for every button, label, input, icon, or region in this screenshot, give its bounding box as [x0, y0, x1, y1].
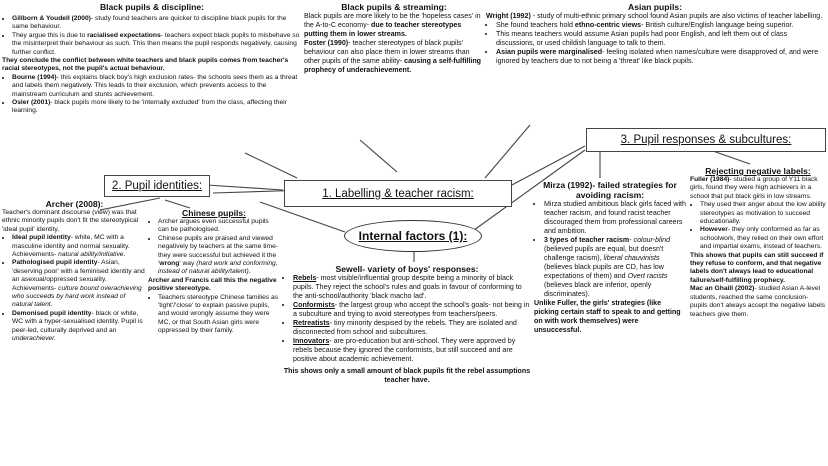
sewell-item: • Conformists- the largest group who accept the school's goals- not being in a subculture and trying to avoid stereotypes from teachers/peers. [293, 301, 531, 319]
chinese-item: • Archer argues even successful pupils can be pathologised. [158, 218, 280, 235]
pupil-identities-box [104, 175, 210, 197]
mirza-item: • Mirza studied ambitious black girls faced with teacher racism, and found racist teacher discouraged them from professional careers and ambition. [544, 200, 686, 236]
discipline-item: • Bourne (1994)- this explains black boy's high exclusion rates- the schools sees them as a threat and labels them negatively. This leads to their exclusion, which prevents access to the mainstream curriculum and stunts achievement. [12, 74, 302, 99]
rejecting-item: • However- they only conformed as far as schoolwork, they relied on their own effort and impartial exams, instead of teachers. [700, 226, 826, 251]
sewell-item: • Retreatists- tiny minority despised by the rebels. They are isolated and disconnected from school and subcultures. [293, 319, 531, 337]
rejecting-item: • They used their anger about the low ability stereotypes as motivation to succeed educationally. [700, 201, 826, 226]
foster-text: Foster (1990)- teacher stereotypes of black pupils' behaviour can also place them in lower streams than other pupils of the same ability- causing a self-fulfilling prophecy of underachievement. [304, 39, 482, 74]
archer-title: Archer (2008): [45, 199, 104, 209]
asian-section [486, 2, 824, 66]
chinese-section [148, 208, 280, 336]
internal-factors-oval [344, 220, 482, 252]
asian-title: Asian pupils: [628, 2, 682, 12]
rejecting-section [690, 166, 826, 319]
chinese-item: • Teachers stereotype Chinese families as 'tight'/'close' to explain passive pupils, and would wrongly assume they were MC, or that South Asian girls were oppressed by their family. [158, 294, 280, 336]
archer-section [2, 199, 147, 344]
sewell-item: • Innovators- are pro-education but anti-school. They were approved by rebels because they ignored the conformists, but still succeed and are positive about academic achievement. [293, 337, 531, 364]
wright-text: Wright (1992) - study of multi-ethnic primary school found Asian pupils are also victims of teacher labelling. [486, 12, 823, 20]
discipline-conclusion: They conclude the conflict between white teachers and black pupils comes from teacher's racial stereotypes, not the pupil's actual behaviour. [2, 57, 289, 73]
streaming-section [304, 2, 484, 75]
discipline-section [2, 2, 302, 116]
archer-item: • Ideal pupil identity- white, MC with a masculine identity and normal sexuality. Achievements- natural ability/initiative. [12, 234, 147, 259]
asian-item: • She found teachers hold ethno-centric views- British culture/English language being superior. [496, 21, 824, 30]
pupil-identities-title: 2. Pupil identities: [111, 180, 203, 192]
chinese-item: • Chinese pupils are praised and viewed negatively by teachers at the same time- they were successful but achieved it the 'wrong' way (hard work and conforming, instead of natural ability/talent). [158, 235, 280, 277]
discipline-title: Black pupils & discipline: [99, 2, 205, 12]
discipline-item: • Osler (2001)- black pupils more likely to be 'internally excluded' from the class, affecting their learning. [12, 99, 302, 116]
asian-item: • Asian pupils were marginalised- feeling isolated when names/culture were disapproved of, and were ignored by teachers due to not being a 'threat' like black pupils. [496, 48, 824, 66]
chinese-bold: Archer and Francis call this the negative positive stereotype. [148, 276, 277, 293]
chinese-title: Chinese pupils: [182, 208, 246, 218]
sewell-section [283, 264, 531, 385]
rejecting-title: Rejecting negative labels: [705, 166, 811, 176]
mirza-item: • 3 types of teacher racism- colour-blind (believed pupils are equal, but doesn't challenge racism), liberal chauvinists (believes black pupils are CD, has low expectations of them) and Overt racists (believes black are inferior, openly discriminates). [544, 236, 686, 299]
mirza-conclusion: Unlike Fuller, the girls' strategies (like picking certain staff to speak to and getting on with work themselves) were unsuccessful. [534, 299, 681, 334]
mac-text: Mac an Ghaill (2002)- studied Asian A-level students, reached the same conclusion- pupils don't always accept the negative labels teachers give them. [690, 285, 826, 318]
center-title: 1. Labelling & teacher racism: [322, 187, 474, 200]
sewell-conclusion: This shows only a small amount of black pupils fit the rebel assumptions teacher have. [283, 367, 531, 384]
asian-item: • This means teachers would assume Asian pupils had poor English, and left them out of class discussions, or used childish language to talk to them. [496, 30, 824, 48]
mirza-section [534, 180, 686, 335]
fuller-text: Fuller (1984)- studied a group of Y11 black girls, found they were high achievers in a school that put black girls in low streams. [690, 176, 818, 200]
rejecting-bold: This shows that pupils can still succeed if they refuse to conform, and that negative labels don't always lead to educational failure/self-fulfilling prophecy. [690, 251, 824, 284]
internal-factors-label: Internal factors (1): [358, 229, 468, 243]
archer-intro: Teacher's dominant discourse (view) was that ethnic minority pupils don't fit the stereotypical 'ideal pupil' identity. [2, 209, 139, 233]
labelling-box [284, 180, 512, 207]
streaming-text: Black pupils are more likely to be the 'hopeless cases' in the A-to-C economy- due to teacher stereotypes putting them in lower streams. [304, 12, 481, 38]
sewell-title: Sewell- variety of boys' responses: [335, 264, 479, 274]
discipline-item: • Gillborn & Youdell (2000)- study found teachers are quicker to discipline black pupils for the same behaviour. [12, 15, 302, 32]
archer-item: • Pathologised pupil identity- Asian, 'deserving poor' with a feminised identity and an asexual/oppressed sexuality. Achievements- culture bound overachieving who succeeds by hard work instead of natural talent. [12, 259, 147, 309]
responses-title: 3. Pupil responses & subcultures: [620, 134, 792, 146]
mirza-title: Mirza (1992)- failed strategies for avoiding racism: [543, 180, 677, 200]
streaming-title: Black pupils & streaming: [341, 2, 447, 12]
archer-item: • Demonised pupil identity- black or white, WC with a hyper-sexualised identity. Pupil is peer-led, culturally deprived and an underachiever. [12, 310, 147, 344]
discipline-item: • They argue this is due to racialised expectations- teachers expect black pupils to misbehave so the misinterpret their behaviour as such. This then means the pupil responds negatively, causing further conflict. [12, 32, 302, 57]
sewell-item: • Rebels- most visible/influential group despite being a minority of black pupils. They reject the school's rules and goals in favour of conforming to the anti-school/authority 'black macho lad'. [293, 274, 531, 301]
responses-box [586, 128, 826, 152]
